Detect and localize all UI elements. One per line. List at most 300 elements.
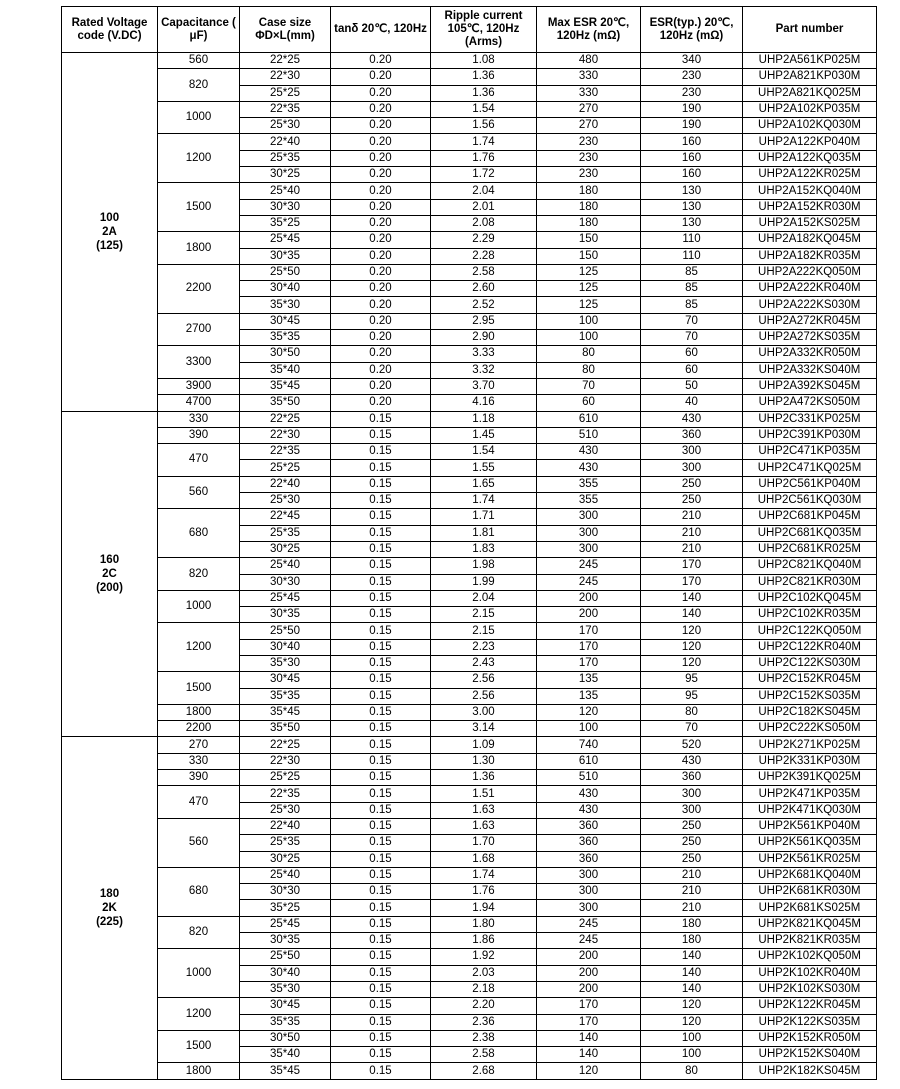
esr-typ-cell: 70 <box>641 721 743 737</box>
case-size-cell: 22*35 <box>240 101 331 117</box>
ripple-current-cell: 2.68 <box>431 1063 537 1079</box>
part-number-cell: UHP2K821KQ045M <box>743 916 877 932</box>
table-row <box>62 721 877 737</box>
part-number-cell: UHP2A392KS045M <box>743 378 877 394</box>
esr-typ-cell: 180 <box>641 916 743 932</box>
case-size-cell: 30*50 <box>240 346 331 362</box>
part-number-cell: UHP2K561KP040M <box>743 818 877 834</box>
esr-typ-cell: 230 <box>641 69 743 85</box>
case-size-cell: 25*45 <box>240 590 331 606</box>
esr-typ-cell: 190 <box>641 101 743 117</box>
max-esr-cell: 610 <box>537 411 641 427</box>
tan-delta-cell: 0.15 <box>331 786 431 802</box>
case-size-cell: 30*30 <box>240 884 331 900</box>
capacitance-cell: 4700 <box>158 395 240 411</box>
capacitance-cell: 1000 <box>158 101 240 134</box>
esr-typ-cell: 180 <box>641 933 743 949</box>
ripple-current-cell: 1.63 <box>431 802 537 818</box>
capacitance-cell: 2700 <box>158 313 240 346</box>
ripple-current-cell: 2.38 <box>431 1030 537 1046</box>
esr-typ-cell: 120 <box>641 639 743 655</box>
esr-typ-cell: 210 <box>641 884 743 900</box>
tan-delta-cell: 0.15 <box>331 623 431 639</box>
tan-delta-cell: 0.15 <box>331 900 431 916</box>
esr-typ-cell: 210 <box>641 900 743 916</box>
part-number-cell: UHP2K821KR035M <box>743 933 877 949</box>
table-row <box>62 378 877 394</box>
max-esr-cell: 150 <box>537 248 641 264</box>
capacitor-spec-table <box>61 6 877 1080</box>
ripple-current-cell: 1.74 <box>431 493 537 509</box>
max-esr-cell: 230 <box>537 150 641 166</box>
esr-typ-cell: 70 <box>641 313 743 329</box>
case-size-cell: 30*40 <box>240 965 331 981</box>
tan-delta-cell: 0.15 <box>331 949 431 965</box>
esr-typ-cell: 250 <box>641 476 743 492</box>
esr-typ-cell: 160 <box>641 167 743 183</box>
max-esr-cell: 300 <box>537 509 641 525</box>
tan-delta-cell: 0.15 <box>331 1030 431 1046</box>
tan-delta-cell: 0.20 <box>331 346 431 362</box>
tan-delta-cell: 0.15 <box>331 998 431 1014</box>
capacitance-cell: 680 <box>158 509 240 558</box>
part-number-cell: UHP2K102KQ050M <box>743 949 877 965</box>
case-size-cell: 35*40 <box>240 362 331 378</box>
capacitance-cell: 1200 <box>158 134 240 183</box>
max-esr-cell: 430 <box>537 460 641 476</box>
part-number-cell: UHP2K471KQ030M <box>743 802 877 818</box>
tan-delta-cell: 0.20 <box>331 297 431 313</box>
max-esr-cell: 200 <box>537 981 641 997</box>
case-size-cell: 25*40 <box>240 867 331 883</box>
header-tan-delta: tanδ 20℃, 120Hz <box>331 7 431 53</box>
ripple-current-cell: 2.56 <box>431 688 537 704</box>
capacitance-cell: 470 <box>158 786 240 819</box>
capacitance-cell: 820 <box>158 69 240 102</box>
tan-delta-cell: 0.20 <box>331 215 431 231</box>
ripple-current-cell: 1.55 <box>431 460 537 476</box>
case-size-cell: 25*50 <box>240 264 331 280</box>
part-number-cell: UHP2C102KQ045M <box>743 590 877 606</box>
capacitance-cell: 390 <box>158 770 240 786</box>
case-size-cell: 35*45 <box>240 378 331 394</box>
esr-typ-cell: 140 <box>641 965 743 981</box>
case-size-cell: 30*40 <box>240 639 331 655</box>
header-case-size: Case size ΦD×L(mm) <box>240 7 331 53</box>
capacitance-cell: 330 <box>158 411 240 427</box>
esr-typ-cell: 300 <box>641 786 743 802</box>
max-esr-cell: 180 <box>537 183 641 199</box>
case-size-cell: 30*45 <box>240 313 331 329</box>
ripple-current-cell: 1.94 <box>431 900 537 916</box>
case-size-cell: 30*25 <box>240 167 331 183</box>
capacitance-cell: 820 <box>158 916 240 949</box>
max-esr-cell: 125 <box>537 297 641 313</box>
ripple-current-cell: 3.70 <box>431 378 537 394</box>
tan-delta-cell: 0.15 <box>331 672 431 688</box>
max-esr-cell: 360 <box>537 835 641 851</box>
esr-typ-cell: 120 <box>641 655 743 671</box>
part-number-cell: UHP2K152KS040M <box>743 1047 877 1063</box>
esr-typ-cell: 140 <box>641 607 743 623</box>
case-size-cell: 35*30 <box>240 297 331 313</box>
table-row <box>62 1063 877 1079</box>
esr-typ-cell: 40 <box>641 395 743 411</box>
max-esr-cell: 510 <box>537 770 641 786</box>
max-esr-cell: 610 <box>537 753 641 769</box>
part-number-cell: UHP2C681KR025M <box>743 541 877 557</box>
esr-typ-cell: 250 <box>641 835 743 851</box>
capacitance-cell: 330 <box>158 753 240 769</box>
esr-typ-cell: 210 <box>641 867 743 883</box>
ripple-current-cell: 1.72 <box>431 167 537 183</box>
max-esr-cell: 245 <box>537 933 641 949</box>
part-number-cell: UHP2K561KQ035M <box>743 835 877 851</box>
part-number-cell: UHP2K122KS035M <box>743 1014 877 1030</box>
max-esr-cell: 270 <box>537 118 641 134</box>
ripple-current-cell: 1.71 <box>431 509 537 525</box>
max-esr-cell: 120 <box>537 1063 641 1079</box>
esr-typ-cell: 70 <box>641 330 743 346</box>
esr-typ-cell: 110 <box>641 232 743 248</box>
part-number-cell: UHP2C821KQ040M <box>743 558 877 574</box>
capacitance-cell: 3900 <box>158 378 240 394</box>
part-number-cell: UHP2C222KS050M <box>743 721 877 737</box>
esr-typ-cell: 80 <box>641 1063 743 1079</box>
tan-delta-cell: 0.15 <box>331 721 431 737</box>
max-esr-cell: 60 <box>537 395 641 411</box>
ripple-current-cell: 1.63 <box>431 818 537 834</box>
max-esr-cell: 430 <box>537 802 641 818</box>
capacitance-cell: 1500 <box>158 183 240 232</box>
esr-typ-cell: 230 <box>641 85 743 101</box>
case-size-cell: 35*25 <box>240 215 331 231</box>
part-number-cell: UHP2K271KP025M <box>743 737 877 753</box>
case-size-cell: 22*35 <box>240 786 331 802</box>
tan-delta-cell: 0.20 <box>331 232 431 248</box>
max-esr-cell: 300 <box>537 884 641 900</box>
ripple-current-cell: 2.29 <box>431 232 537 248</box>
case-size-cell: 35*35 <box>240 688 331 704</box>
ripple-current-cell: 2.43 <box>431 655 537 671</box>
esr-typ-cell: 300 <box>641 802 743 818</box>
ripple-current-cell: 2.08 <box>431 215 537 231</box>
table-row <box>62 53 877 69</box>
ripple-current-cell: 1.70 <box>431 835 537 851</box>
max-esr-cell: 230 <box>537 167 641 183</box>
esr-typ-cell: 360 <box>641 427 743 443</box>
table-row <box>62 867 877 883</box>
rated-voltage-cell: 180 2K (225) <box>62 737 158 1079</box>
table-row <box>62 69 877 85</box>
esr-typ-cell: 85 <box>641 264 743 280</box>
part-number-cell: UHP2A102KQ030M <box>743 118 877 134</box>
esr-typ-cell: 120 <box>641 623 743 639</box>
part-number-cell: UHP2K331KP030M <box>743 753 877 769</box>
capacitance-cell: 1800 <box>158 232 240 265</box>
ripple-current-cell: 1.54 <box>431 444 537 460</box>
part-number-cell: UHP2A122KQ035M <box>743 150 877 166</box>
table-row <box>62 818 877 834</box>
part-number-cell: UHP2A102KP035M <box>743 101 877 117</box>
ripple-current-cell: 1.74 <box>431 867 537 883</box>
esr-typ-cell: 520 <box>641 737 743 753</box>
tan-delta-cell: 0.15 <box>331 607 431 623</box>
esr-typ-cell: 95 <box>641 688 743 704</box>
ripple-current-cell: 1.83 <box>431 541 537 557</box>
tan-delta-cell: 0.15 <box>331 867 431 883</box>
case-size-cell: 35*25 <box>240 900 331 916</box>
part-number-cell: UHP2A332KS040M <box>743 362 877 378</box>
tan-delta-cell: 0.20 <box>331 101 431 117</box>
tan-delta-cell: 0.15 <box>331 965 431 981</box>
part-number-cell: UHP2K122KR045M <box>743 998 877 1014</box>
case-size-cell: 22*30 <box>240 753 331 769</box>
part-number-cell: UHP2K182KS045M <box>743 1063 877 1079</box>
capacitance-cell: 1000 <box>158 949 240 998</box>
max-esr-cell: 100 <box>537 721 641 737</box>
ripple-current-cell: 3.32 <box>431 362 537 378</box>
part-number-cell: UHP2C102KR035M <box>743 607 877 623</box>
part-number-cell: UHP2K561KR025M <box>743 851 877 867</box>
ripple-current-cell: 1.86 <box>431 933 537 949</box>
header-max-esr: Max ESR 20℃, 120Hz (mΩ) <box>537 7 641 53</box>
ripple-current-cell: 1.30 <box>431 753 537 769</box>
max-esr-cell: 170 <box>537 623 641 639</box>
part-number-cell: UHP2A272KS035M <box>743 330 877 346</box>
ripple-current-cell: 3.00 <box>431 704 537 720</box>
tan-delta-cell: 0.15 <box>331 704 431 720</box>
header-rated-voltage: Rated Voltage code (V.DC) <box>62 7 158 53</box>
max-esr-cell: 100 <box>537 330 641 346</box>
tan-delta-cell: 0.20 <box>331 167 431 183</box>
max-esr-cell: 135 <box>537 688 641 704</box>
case-size-cell: 30*45 <box>240 672 331 688</box>
header-ripple-current: Ripple current 105℃, 120Hz (Arms) <box>431 7 537 53</box>
esr-typ-cell: 360 <box>641 770 743 786</box>
part-number-cell: UHP2C561KQ030M <box>743 493 877 509</box>
ripple-current-cell: 4.16 <box>431 395 537 411</box>
case-size-cell: 35*45 <box>240 1063 331 1079</box>
esr-typ-cell: 250 <box>641 851 743 867</box>
capacitance-cell: 560 <box>158 53 240 69</box>
part-number-cell: UHP2A152KQ040M <box>743 183 877 199</box>
max-esr-cell: 140 <box>537 1047 641 1063</box>
table-row <box>62 134 877 150</box>
max-esr-cell: 230 <box>537 134 641 150</box>
part-number-cell: UHP2C471KQ025M <box>743 460 877 476</box>
part-number-cell: UHP2A122KP040M <box>743 134 877 150</box>
part-number-cell: UHP2A152KR030M <box>743 199 877 215</box>
part-number-cell: UHP2A222KS030M <box>743 297 877 313</box>
case-size-cell: 30*25 <box>240 851 331 867</box>
max-esr-cell: 120 <box>537 704 641 720</box>
max-esr-cell: 360 <box>537 818 641 834</box>
esr-typ-cell: 160 <box>641 134 743 150</box>
capacitance-cell: 560 <box>158 476 240 509</box>
case-size-cell: 35*40 <box>240 1047 331 1063</box>
ripple-current-cell: 3.14 <box>431 721 537 737</box>
esr-typ-cell: 120 <box>641 998 743 1014</box>
esr-typ-cell: 130 <box>641 215 743 231</box>
tan-delta-cell: 0.20 <box>331 330 431 346</box>
capacitance-cell: 1800 <box>158 1063 240 1079</box>
max-esr-cell: 80 <box>537 346 641 362</box>
part-number-cell: UHP2A182KR035M <box>743 248 877 264</box>
tan-delta-cell: 0.20 <box>331 69 431 85</box>
ripple-current-cell: 1.36 <box>431 69 537 85</box>
max-esr-cell: 80 <box>537 362 641 378</box>
tan-delta-cell: 0.15 <box>331 444 431 460</box>
case-size-cell: 25*45 <box>240 916 331 932</box>
max-esr-cell: 200 <box>537 590 641 606</box>
tan-delta-cell: 0.15 <box>331 558 431 574</box>
max-esr-cell: 245 <box>537 574 641 590</box>
tan-delta-cell: 0.20 <box>331 264 431 280</box>
max-esr-cell: 245 <box>537 558 641 574</box>
ripple-current-cell: 2.56 <box>431 672 537 688</box>
esr-typ-cell: 190 <box>641 118 743 134</box>
table-row <box>62 704 877 720</box>
ripple-current-cell: 1.92 <box>431 949 537 965</box>
case-size-cell: 25*50 <box>240 949 331 965</box>
esr-typ-cell: 95 <box>641 672 743 688</box>
esr-typ-cell: 130 <box>641 183 743 199</box>
ripple-current-cell: 1.74 <box>431 134 537 150</box>
header-esr-typ: ESR(typ.) 20℃, 120Hz (mΩ) <box>641 7 743 53</box>
tan-delta-cell: 0.15 <box>331 835 431 851</box>
part-number-cell: UHP2K681KQ040M <box>743 867 877 883</box>
esr-typ-cell: 120 <box>641 1014 743 1030</box>
ripple-current-cell: 2.58 <box>431 1047 537 1063</box>
case-size-cell: 25*50 <box>240 623 331 639</box>
rated-voltage-cell: 100 2A (125) <box>62 53 158 412</box>
max-esr-cell: 70 <box>537 378 641 394</box>
ripple-current-cell: 2.58 <box>431 264 537 280</box>
ripple-current-cell: 2.20 <box>431 998 537 1014</box>
case-size-cell: 22*30 <box>240 427 331 443</box>
tan-delta-cell: 0.15 <box>331 916 431 932</box>
table-row <box>62 183 877 199</box>
capacitance-cell: 1200 <box>158 998 240 1031</box>
table-row <box>62 949 877 965</box>
ripple-current-cell: 2.28 <box>431 248 537 264</box>
esr-typ-cell: 110 <box>641 248 743 264</box>
max-esr-cell: 150 <box>537 232 641 248</box>
case-size-cell: 35*35 <box>240 330 331 346</box>
max-esr-cell: 300 <box>537 541 641 557</box>
part-number-cell: UHP2A821KP030M <box>743 69 877 85</box>
case-size-cell: 30*35 <box>240 248 331 264</box>
tan-delta-cell: 0.15 <box>331 884 431 900</box>
case-size-cell: 35*30 <box>240 655 331 671</box>
max-esr-cell: 300 <box>537 867 641 883</box>
table-row <box>62 558 877 574</box>
tan-delta-cell: 0.15 <box>331 574 431 590</box>
part-number-cell: UHP2K152KR050M <box>743 1030 877 1046</box>
tan-delta-cell: 0.20 <box>331 183 431 199</box>
tan-delta-cell: 0.15 <box>331 753 431 769</box>
table-row <box>62 737 877 753</box>
part-number-cell: UHP2K681KS025M <box>743 900 877 916</box>
esr-typ-cell: 100 <box>641 1030 743 1046</box>
tan-delta-cell: 0.15 <box>331 509 431 525</box>
esr-typ-cell: 80 <box>641 704 743 720</box>
case-size-cell: 22*40 <box>240 134 331 150</box>
rated-voltage-cell: 160 2C (200) <box>62 411 158 737</box>
ripple-current-cell: 2.03 <box>431 965 537 981</box>
capacitance-cell: 470 <box>158 444 240 477</box>
case-size-cell: 25*25 <box>240 770 331 786</box>
part-number-cell: UHP2A182KQ045M <box>743 232 877 248</box>
tan-delta-cell: 0.20 <box>331 85 431 101</box>
max-esr-cell: 140 <box>537 1030 641 1046</box>
max-esr-cell: 170 <box>537 1014 641 1030</box>
ripple-current-cell: 2.95 <box>431 313 537 329</box>
tan-delta-cell: 0.20 <box>331 150 431 166</box>
table-row <box>62 395 877 411</box>
part-number-cell: UHP2K471KP035M <box>743 786 877 802</box>
tan-delta-cell: 0.15 <box>331 411 431 427</box>
tan-delta-cell: 0.20 <box>331 248 431 264</box>
max-esr-cell: 180 <box>537 199 641 215</box>
part-number-cell: UHP2K102KR040M <box>743 965 877 981</box>
ripple-current-cell: 2.01 <box>431 199 537 215</box>
ripple-current-cell: 1.68 <box>431 851 537 867</box>
esr-typ-cell: 85 <box>641 281 743 297</box>
part-number-cell: UHP2K681KR030M <box>743 884 877 900</box>
table-row <box>62 916 877 932</box>
tan-delta-cell: 0.15 <box>331 427 431 443</box>
capacitance-cell: 270 <box>158 737 240 753</box>
max-esr-cell: 360 <box>537 851 641 867</box>
ripple-current-cell: 1.09 <box>431 737 537 753</box>
case-size-cell: 35*50 <box>240 395 331 411</box>
ripple-current-cell: 1.54 <box>431 101 537 117</box>
tan-delta-cell: 0.15 <box>331 541 431 557</box>
max-esr-cell: 270 <box>537 101 641 117</box>
max-esr-cell: 330 <box>537 69 641 85</box>
case-size-cell: 25*40 <box>240 558 331 574</box>
tan-delta-cell: 0.15 <box>331 655 431 671</box>
part-number-cell: UHP2K391KQ025M <box>743 770 877 786</box>
part-number-cell: UHP2A561KP025M <box>743 53 877 69</box>
case-size-cell: 25*30 <box>240 118 331 134</box>
part-number-cell: UHP2K102KS030M <box>743 981 877 997</box>
esr-typ-cell: 210 <box>641 541 743 557</box>
max-esr-cell: 170 <box>537 639 641 655</box>
tan-delta-cell: 0.15 <box>331 770 431 786</box>
max-esr-cell: 355 <box>537 476 641 492</box>
max-esr-cell: 740 <box>537 737 641 753</box>
table-row <box>62 753 877 769</box>
capacitance-cell: 390 <box>158 427 240 443</box>
tan-delta-cell: 0.15 <box>331 981 431 997</box>
case-size-cell: 22*25 <box>240 737 331 753</box>
ripple-current-cell: 1.80 <box>431 916 537 932</box>
ripple-current-cell: 1.36 <box>431 770 537 786</box>
esr-typ-cell: 250 <box>641 818 743 834</box>
max-esr-cell: 300 <box>537 900 641 916</box>
tan-delta-cell: 0.15 <box>331 590 431 606</box>
table-row <box>62 427 877 443</box>
max-esr-cell: 300 <box>537 525 641 541</box>
esr-typ-cell: 170 <box>641 558 743 574</box>
ripple-current-cell: 1.36 <box>431 85 537 101</box>
case-size-cell: 25*35 <box>240 525 331 541</box>
tan-delta-cell: 0.15 <box>331 639 431 655</box>
header-row <box>62 7 877 53</box>
